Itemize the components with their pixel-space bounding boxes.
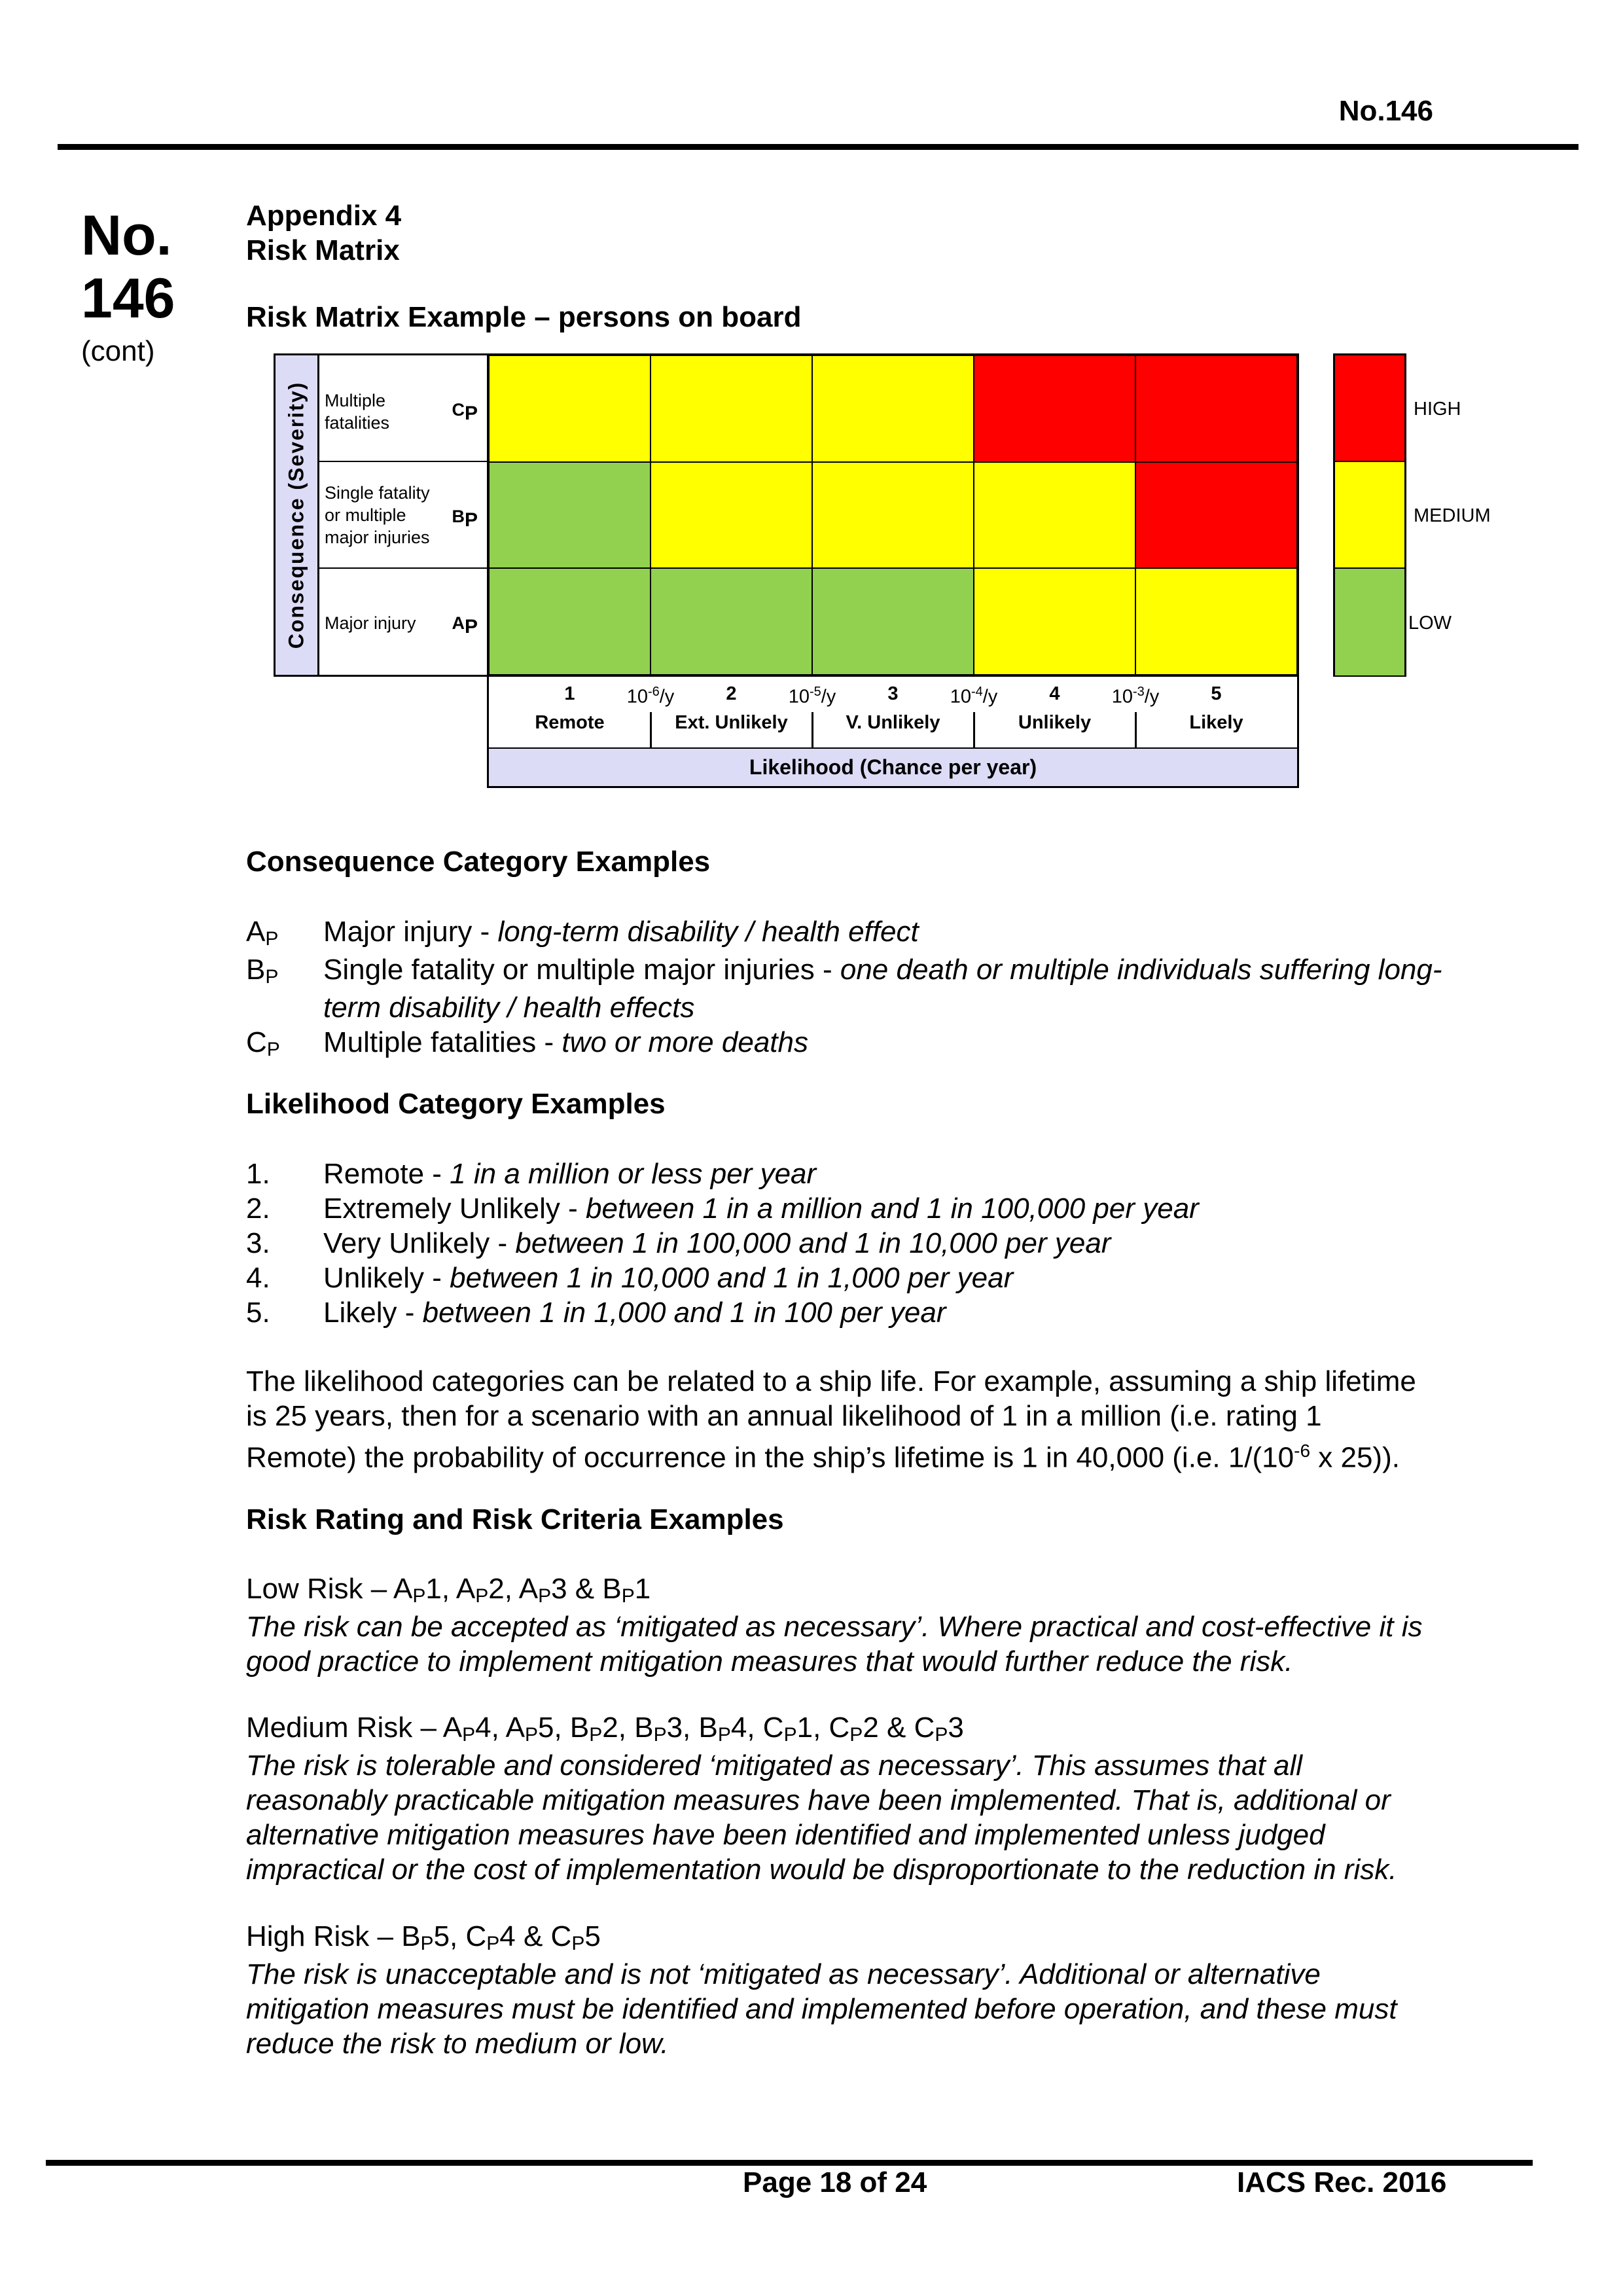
likelihood-category bbox=[1135, 677, 1297, 749]
risk-cell-medium bbox=[651, 355, 812, 462]
likelihood-label: Remote bbox=[535, 712, 605, 733]
likelihood-list bbox=[246, 1157, 1199, 1330]
legend-swatch-high bbox=[1335, 355, 1404, 462]
legend-label-low: LOW bbox=[1408, 613, 1452, 634]
severity-label: Major injury bbox=[325, 613, 416, 633]
severity-row-b bbox=[319, 462, 487, 569]
criteria-heading: Risk Rating and Risk Criteria Examples bbox=[246, 1503, 784, 1535]
medium-risk-title: Medium Risk – AP4, AP5, BP2, BP3, BP4, CP1, CP2 & CP3 bbox=[246, 1712, 964, 1746]
consequence-heading: Consequence Category Examples bbox=[246, 846, 711, 878]
severity-label: or multiple bbox=[325, 505, 406, 525]
list-item: 4. Unlikely - between 1 in 10,000 and 1 in 1,000 per year bbox=[246, 1262, 1014, 1294]
legend-swatch-low bbox=[1335, 569, 1404, 675]
severity-code: BP bbox=[452, 507, 478, 531]
matrix-title: Risk Matrix Example – persons on board bbox=[246, 301, 802, 333]
likelihood-label: Unlikely bbox=[1018, 712, 1092, 733]
risk-matrix-grid bbox=[487, 353, 1299, 677]
likelihood-categories bbox=[489, 677, 1297, 749]
side-cont-label: (cont) bbox=[81, 335, 155, 367]
high-risk-title: High Risk – BP5, CP4 & CP5 bbox=[246, 1920, 601, 1954]
risk-cell-low bbox=[651, 568, 812, 675]
likelihood-heading: Likelihood Category Examples bbox=[246, 1088, 666, 1120]
likelihood-divider bbox=[650, 712, 652, 749]
header-doc-number: No.146 bbox=[1338, 95, 1433, 127]
likelihood-frequency: $10^{-3}/y$ bbox=[1111, 685, 1160, 708]
side-no-label: No. bbox=[81, 204, 172, 267]
list-item: 3. Very Unlikely - between 1 in 100,000 and 1 in 10,000 per year bbox=[246, 1227, 1111, 1259]
footer-rule bbox=[46, 2160, 1533, 2166]
risk-legend bbox=[1333, 353, 1406, 677]
list-item: 1. Remote - 1 in a million or less per year bbox=[246, 1158, 817, 1190]
risk-cell-high bbox=[974, 355, 1135, 462]
list-item: 2. Extremely Unlikely - between 1 in a million and 1 in 100,000 per year bbox=[246, 1193, 1199, 1225]
likelihood-divider bbox=[973, 712, 975, 749]
list-item-continuation: term disability / health effects bbox=[323, 992, 695, 1024]
y-axis-label-box bbox=[274, 353, 319, 677]
list-item: AP Major injury - long-term disability / health effect bbox=[246, 916, 919, 950]
likelihood-label: V. Unlikely bbox=[846, 712, 940, 733]
risk-cell-high bbox=[1135, 355, 1297, 462]
list-item: CP Multiple fatalities - two or more deaths bbox=[246, 1026, 808, 1060]
likelihood-number: 2 bbox=[726, 683, 737, 704]
legend-swatch-medium bbox=[1335, 462, 1404, 569]
legend-label-medium: MEDIUM bbox=[1414, 505, 1491, 526]
list-item: BP Single fatality or multiple major injuries - one death or multiple individuals suffering long- bbox=[246, 954, 1442, 988]
risk-cell-low bbox=[489, 462, 651, 569]
appendix-line2: Risk Matrix bbox=[246, 234, 400, 266]
likelihood-number: 1 bbox=[564, 683, 575, 704]
likelihood-label: Likely bbox=[1189, 712, 1243, 733]
risk-cell-high bbox=[1135, 462, 1297, 569]
likelihood-number: 3 bbox=[887, 683, 899, 704]
likelihood-divider bbox=[1135, 712, 1137, 749]
risk-cell-medium bbox=[489, 355, 651, 462]
severity-label: Single fatality bbox=[325, 483, 430, 503]
severity-row-c bbox=[319, 355, 487, 462]
likelihood-label: Ext. Unlikely bbox=[675, 712, 788, 733]
y-axis-label: Consequence (Severity) bbox=[284, 381, 308, 649]
legend-label-high: HIGH bbox=[1414, 399, 1461, 420]
side-doc-number bbox=[81, 204, 175, 330]
footer-reference: IACS Rec. 2016 bbox=[1237, 2166, 1447, 2198]
risk-cell-medium bbox=[1135, 568, 1297, 675]
low-risk-block: Low Risk – AP1, AP2, AP3 & BP1 The risk can be accepted as ‘mitigated as necessary’. Where practical and cost-effective it is good practice to implement mitigation measures that would further reduce the risk. bbox=[246, 1573, 1423, 1677]
header-rule bbox=[58, 144, 1578, 150]
likelihood-frequency: $10^{-6}/y$ bbox=[626, 685, 675, 708]
risk-cell-low bbox=[812, 568, 974, 675]
high-risk-block: High Risk – BP5, CP4 & CP5 The risk is unacceptable and is not ‘mitigated as necessary’. Additional or alternative mitigation measures must be identified and implemented before operation, and these must reduce the risk to medium or low. bbox=[246, 1920, 1397, 2060]
likelihood-number: 4 bbox=[1049, 683, 1060, 704]
appendix-line1: Appendix 4 bbox=[246, 200, 402, 232]
risk-cell-medium bbox=[974, 568, 1135, 675]
consequence-list bbox=[246, 914, 1548, 1063]
medium-risk-block: Medium Risk – AP4, AP5, BP2, BP3, BP4, CP1, CP2 & CP3 The risk is tolerable and considered ‘mitigated as necessary’. This assumes that all reasonably practicable mitigation measures have been implemented. That is, additional or alternative mitigation measures have been identified and implemented unless judged impractical or the cost of implementation would be disproportionate to the reduction in risk. bbox=[246, 1712, 1397, 1886]
severity-code: CP bbox=[452, 400, 478, 424]
severity-label: fatalities bbox=[325, 413, 390, 433]
likelihood-divider bbox=[812, 712, 813, 749]
severity-labels bbox=[319, 353, 487, 677]
x-axis-label: Likelihood (Chance per year) bbox=[489, 747, 1297, 786]
likelihood-frequency: $10^{-5}/y$ bbox=[788, 685, 836, 708]
list-item: 5. Likely - between 1 in 1,000 and 1 in 100 per year bbox=[246, 1297, 946, 1329]
appendix-title bbox=[246, 198, 401, 268]
risk-cell-medium bbox=[812, 462, 974, 569]
likelihood-number: 5 bbox=[1211, 683, 1222, 704]
risk-cell-low bbox=[489, 568, 651, 675]
severity-label: Multiple bbox=[325, 391, 386, 410]
ship-life-paragraph: The likelihood categories can be related to a ship life. For example, assuming a ship lifetime is 25 years, then for a scenario with an annual likelihood of 1 in a million (i.e. rating 1 Remote) the probability of occurrence in the ship’s lifetime is 1 in 40,000 (i.e. $1/(10^{-6}$ x 25)). bbox=[246, 1365, 1416, 1474]
risk-cell-medium bbox=[974, 462, 1135, 569]
risk-cell-medium bbox=[651, 462, 812, 569]
severity-label: major injuries bbox=[325, 528, 430, 547]
severity-row-a bbox=[319, 569, 487, 675]
risk-cell-medium bbox=[812, 355, 974, 462]
likelihood-frequency: $10^{-4}/y$ bbox=[950, 685, 998, 708]
page-number: Page 18 of 24 bbox=[743, 2166, 927, 2198]
likelihood-axis bbox=[487, 677, 1299, 788]
low-risk-title: Low Risk – AP1, AP2, AP3 & BP1 bbox=[246, 1573, 651, 1607]
side-no-value: 146 bbox=[81, 267, 175, 330]
severity-code: AP bbox=[452, 613, 478, 637]
